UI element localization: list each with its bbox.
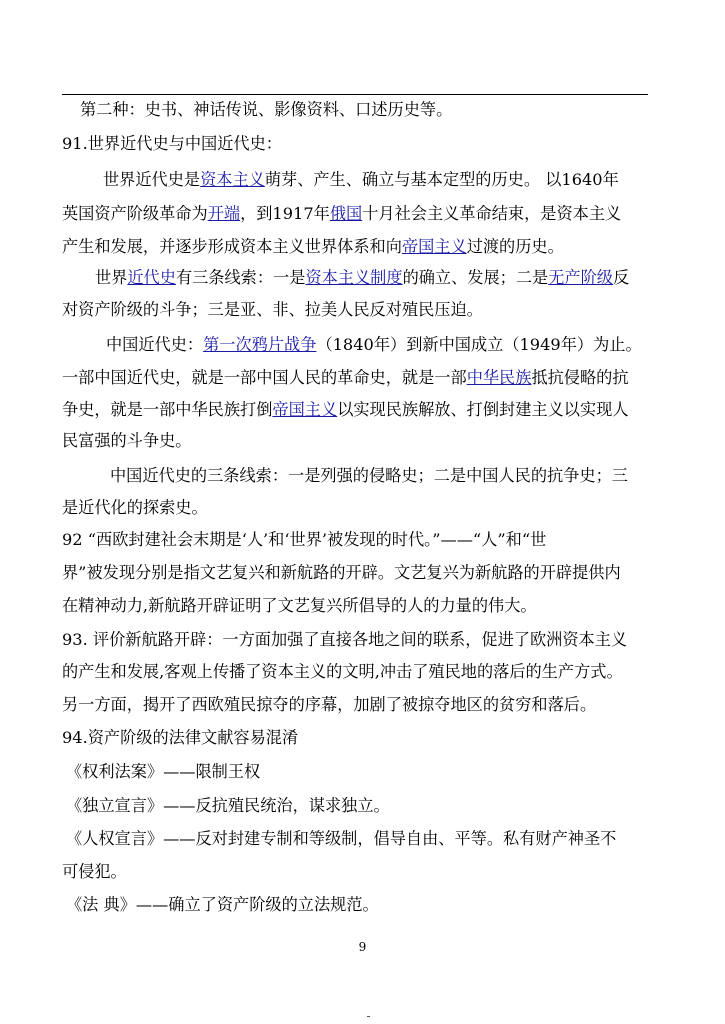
hyperlink[interactable]: 第一次鸦片战争: [203, 335, 317, 354]
text-run: 另一方面，揭开了西欧殖民掠夺的序幕，加剧了被掠夺地区的贫穷和落后。: [62, 695, 597, 714]
text-run: 对资产阶级的斗争；三是亚、非、拉美人民反对殖民压迫。: [62, 300, 483, 319]
text-line: [66, 796, 390, 816]
hyperlink[interactable]: 资本主义制度: [305, 268, 403, 287]
text-run: 萌芽、产生、确立与基本定型的历史。 以1640年: [264, 170, 619, 189]
header-rule: [62, 94, 648, 95]
text-line: [62, 728, 298, 748]
text-run: 世界近代史是: [103, 170, 201, 189]
text-run: 有三条线索：一是: [175, 268, 306, 287]
text-run: 是近代化的探索史。: [62, 498, 208, 517]
text-run: 《独立宣言》——反抗殖民统治，谋求独立。: [66, 796, 390, 815]
text-run: 91.世界近代史与中国近代史：: [62, 134, 282, 153]
text-run: 产生和发展，并逐步形成资本主义世界体系和向: [62, 237, 402, 256]
text-line: [62, 368, 629, 388]
text-run: （1840年）到新中国成立（1949年）为止。: [316, 335, 642, 354]
text-run: 第二种：史书、神话传说、影像资料、口述历史等。: [80, 100, 453, 119]
text-run: 一部中国近代史，就是一部中国人民的革命史，就是一部: [62, 368, 467, 387]
text-run: 民富强的斗争史。: [62, 431, 192, 450]
text-run: 《人权宣言》——反对封建专制和等级制，倡导自由、平等。私有财产神圣不: [66, 829, 617, 848]
text-line: [62, 400, 629, 420]
text-run: ，到1917年: [240, 204, 330, 223]
text-line: [62, 530, 546, 550]
text-line: [95, 268, 629, 288]
text-line: [80, 100, 452, 120]
text-line: [62, 204, 621, 224]
text-line: [106, 335, 642, 355]
text-run: 94.资产阶级的法律文献容易混淆: [62, 728, 299, 747]
hyperlink[interactable]: 近代史: [127, 268, 176, 287]
hyperlink[interactable]: 资本主义: [200, 170, 265, 189]
text-run: 可侵犯。: [62, 862, 127, 881]
text-line: [62, 300, 483, 320]
text-run: 反: [613, 268, 630, 287]
text-line: [62, 563, 621, 583]
text-run: 的产生和发展,客观上传播了资本主义的文明,冲击了殖民地的落后的生产方式。: [62, 662, 623, 681]
hyperlink[interactable]: 俄国: [329, 204, 363, 223]
text-line: [62, 596, 537, 616]
hyperlink[interactable]: 中华民族: [466, 368, 532, 387]
text-run: 英国资产阶级革命为: [62, 204, 208, 223]
text-run: 十月社会主义革命结束，是资本主义: [362, 204, 622, 223]
text-run: 在精神动力,新航路开辟证明了文艺复兴所倡导的人的力量的伟大。: [62, 596, 537, 615]
text-line: [62, 862, 127, 882]
text-line: [62, 134, 282, 154]
text-run: 世界: [95, 268, 128, 287]
text-run: 过渡的历史。: [466, 237, 564, 256]
text-line: [62, 498, 208, 518]
text-run: 92 “西欧封建社会末期是‘人’和‘世界’被发现的时代。”——“人”和“世: [62, 530, 547, 549]
text-run: 的确立、发展；二是: [402, 268, 549, 287]
text-run: 界”被发现分别是指文艺复兴和新航路的开辟。文艺复兴为新航路的开辟提供内: [62, 563, 621, 582]
text-line: [103, 170, 619, 190]
text-line: [66, 762, 260, 782]
text-line: [110, 466, 628, 486]
text-line: [62, 431, 192, 451]
text-run: 中国近代史的三条线索：一是列强的侵略史；二是中国人民的抗争史；三: [110, 466, 628, 485]
text-line: [66, 829, 616, 849]
text-run: 抵抗侵略的抗: [531, 368, 629, 387]
text-line: [66, 895, 379, 915]
hyperlink[interactable]: 无产阶级: [548, 268, 613, 287]
text-line: [62, 695, 596, 715]
text-line: [62, 237, 564, 257]
text-run: 93. 评价新航路开辟：一方面加强了直接各地之间的联系，促进了欧洲资本主义: [62, 630, 628, 649]
hyperlink[interactable]: 开端: [207, 204, 241, 223]
text-line: [62, 630, 627, 650]
hyperlink[interactable]: 帝国主义: [272, 400, 338, 419]
hyperlink[interactable]: 帝国主义: [401, 237, 467, 256]
text-run: 中国近代史：: [106, 335, 204, 354]
text-run: 《权利法案》——限制王权: [66, 762, 261, 781]
text-run: 以实现民族解放、打倒封建主义以实现人: [337, 400, 629, 419]
text-run: 争史，就是一部中华民族打倒: [62, 400, 273, 419]
footer-mark: [367, 1016, 370, 1017]
text-run: 《法 典》——确立了资产阶级的立法规范。: [66, 895, 379, 914]
text-line: [62, 662, 623, 682]
page-number: 9: [358, 940, 367, 954]
